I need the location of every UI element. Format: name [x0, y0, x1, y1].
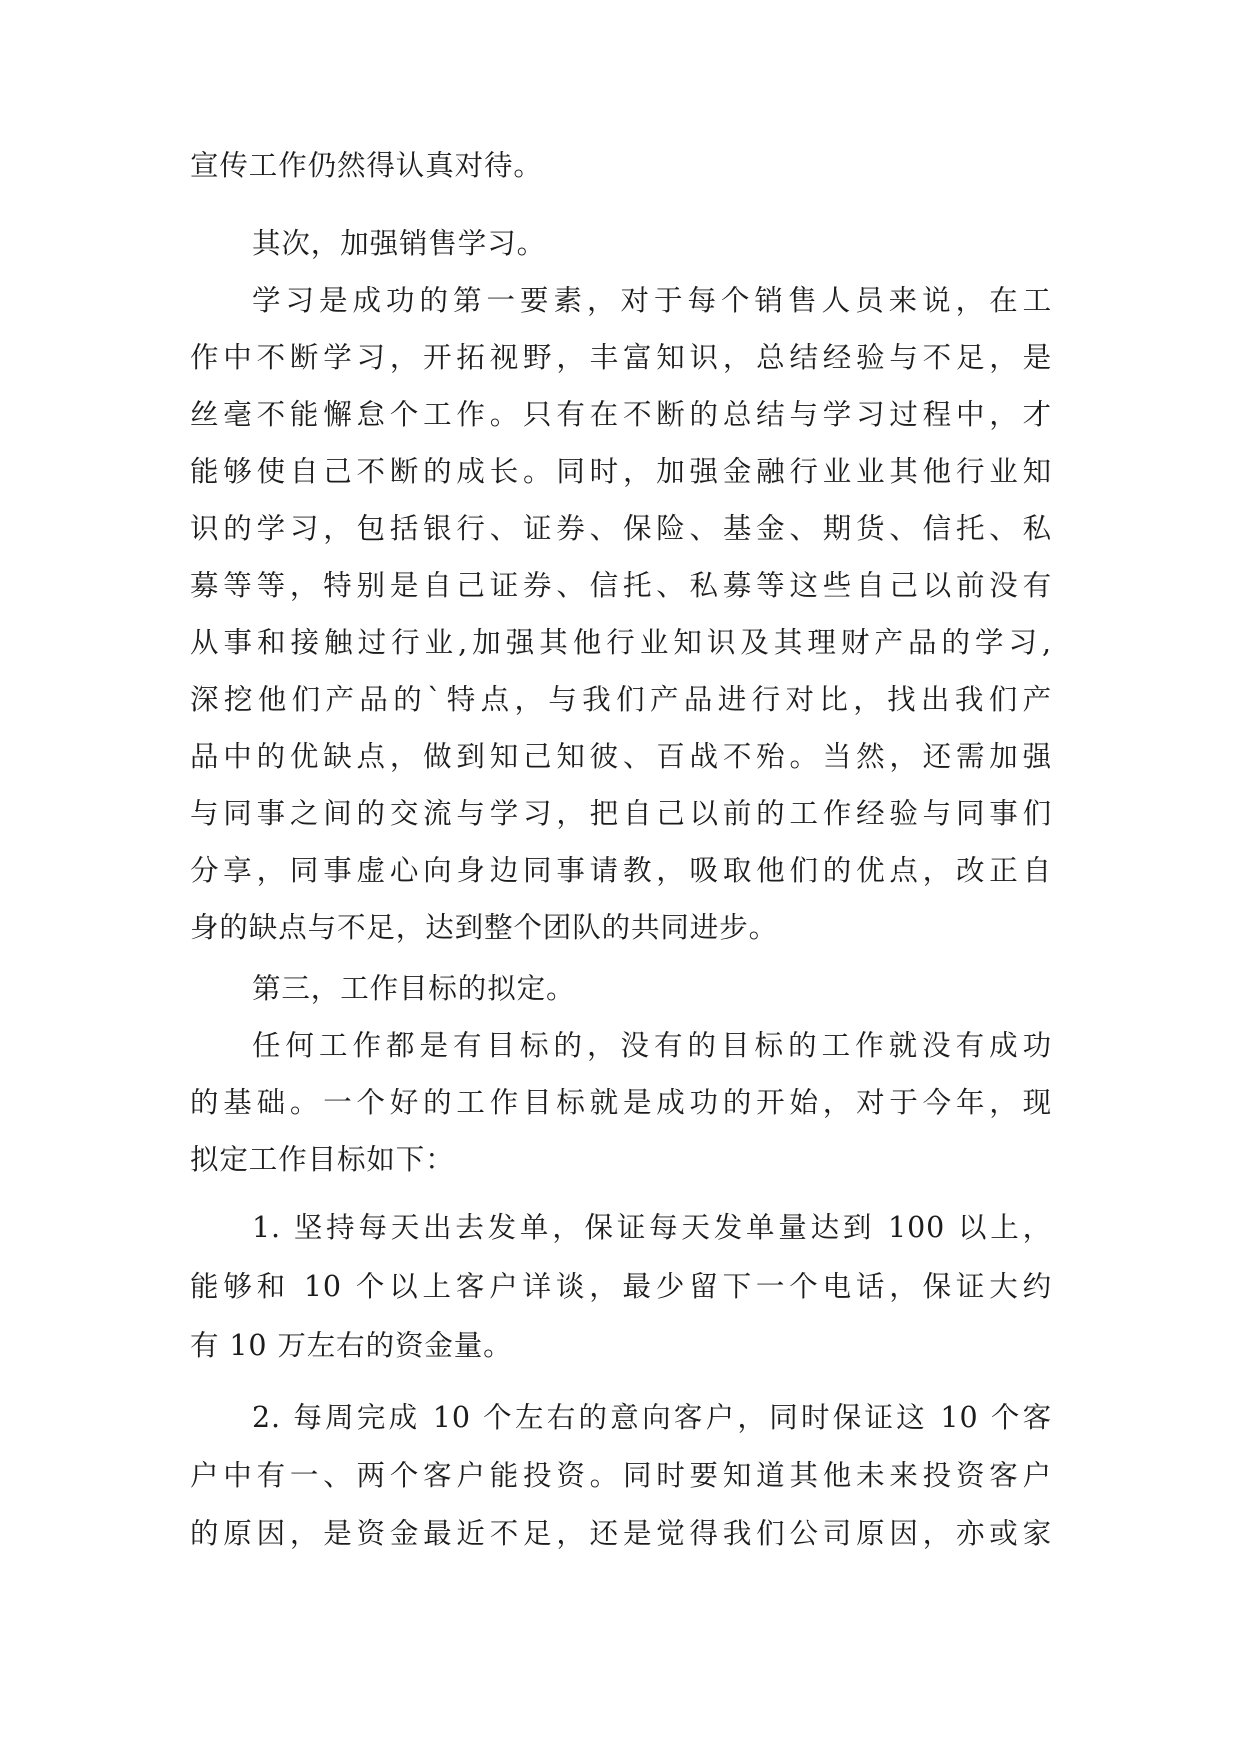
list-item-text: 能够和 10 个以上客户详谈，最少留下一个电话，保证大约	[190, 1270, 1052, 1303]
text-line: 募等等，特别是自己证券、信托、私募等这些自己以前没有	[190, 569, 1052, 602]
text-line: 能够使自己不断的成长。同时，加强金融行业业其他行业知	[190, 455, 1052, 488]
list-item-text: 户中有一、两个客户能投资。同时要知道其他未来投资客户	[190, 1459, 1052, 1492]
text-line: 丝毫不能懈怠个工作。只有在不断的总结与学习过程中，才	[190, 398, 1052, 431]
section-heading: 第三，工作目标的拟定。	[252, 972, 576, 1005]
list-item-text: 2. 每周完成 10 个左右的意向客户，同时保证这 10 个客	[252, 1401, 1052, 1434]
section-heading: 其次，加强销售学习。	[252, 227, 547, 260]
list-item-text: 的原因，是资金最近不足，还是觉得我们公司原因，亦或家	[190, 1517, 1052, 1550]
text-line: 任何工作都是有目标的，没有的目标的工作就没有成功	[252, 1029, 1052, 1062]
text-line: 与同事之间的交流与学习，把自己以前的工作经验与同事们	[190, 797, 1052, 830]
text-line: 分享，同事虚心向身边同事请教，吸取他们的优点，改正自	[190, 854, 1052, 887]
text-line: 识的学习，包括银行、证券、保险、基金、期货、信托、私	[190, 512, 1052, 545]
text-line: 身的缺点与不足，达到整个团队的共同进步。	[190, 911, 779, 944]
text-line: 作中不断学习，开拓视野，丰富知识，总结经验与不足，是	[190, 341, 1052, 374]
text-line: 的基础。一个好的工作目标就是成功的开始，对于今年，现	[190, 1086, 1052, 1119]
text-line: 拟定工作目标如下：	[190, 1143, 455, 1176]
text-line: 深挖他们产品的`特点，与我们产品进行对比，找出我们产	[190, 683, 1052, 716]
list-item-text: 1. 坚持每天出去发单，保证每天发单量达到 100 以上，	[252, 1211, 1052, 1244]
text-line: 宣传工作仍然得认真对待。	[190, 149, 543, 182]
list-item-text: 有 10 万左右的资金量。	[190, 1329, 513, 1362]
text-line: 学习是成功的第一要素，对于每个销售人员来说，在工	[252, 284, 1052, 317]
text-line: 品中的优缺点，做到知己知彼、百战不殆。当然，还需加强	[190, 740, 1052, 773]
text-line: 从事和接触过行业,加强其他行业知识及其理财产品的学习,	[190, 626, 1052, 659]
